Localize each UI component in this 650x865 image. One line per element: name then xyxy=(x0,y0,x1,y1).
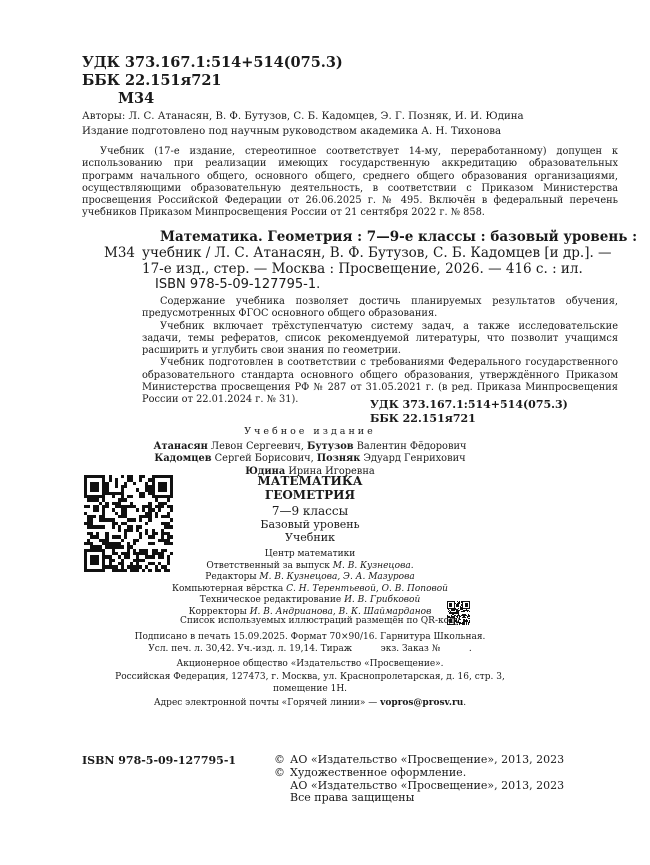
summary xyxy=(142,296,618,407)
biblio-line2: учебник / Л. С. Атанасян, В. Ф. Бутузов, С. Б. Кадомцев [и др.]. — xyxy=(142,245,612,261)
copyright-line: Художественное оформление. xyxy=(290,765,467,779)
copyright-icon: © xyxy=(274,753,285,766)
approval-paragraph xyxy=(82,146,618,220)
address xyxy=(110,672,510,695)
print-info xyxy=(110,632,510,655)
copyright-line: АО «Издательство «Просвещение», 2013, 2023 xyxy=(290,778,565,792)
udk-right: УДК 373.167.1:514+514(075.3) xyxy=(370,398,568,411)
author-sign: М34 xyxy=(118,90,155,107)
book-subtitle: ГЕОМЕТРИЯ xyxy=(264,487,356,502)
hotline: Адрес электронной почты «Горячей линии» — vopros@prosv.ru. xyxy=(153,698,467,708)
supervision-line: Издание подготовлено под научным руководством академика А. Н. Тихонова xyxy=(82,126,502,137)
address-line: Российская Федерация, 127473, г. Москва, ул. Краснопролетарская, д. 16, стр. 3, xyxy=(115,672,505,682)
credit-line: Центр математики xyxy=(264,549,356,559)
publisher: Акционерное общество «Издательство «Просвещение». xyxy=(176,659,444,669)
credits xyxy=(160,549,460,619)
summary-paragraph: Учебник включает трёхступенчатую систему задач, а также исследовательские задачи, темы рефератов, список рекомендуемой литературы, что позволит учащимся расширить и углубить свои знания по геометрии. xyxy=(142,320,618,357)
illustrations-note: Список используемых иллюстраций размещён по QR-коду xyxy=(180,616,460,626)
summary-paragraph: Учебник подготовлен в соответствии с требованиями Федерального государственного образовательного стандарта основного общего образования, утверждённого Приказом Министерства просвещения РФ № 287 от 31.05.2021 г. (в ред. Приказа Минпросвещения России от 22.01.2024 г. № 31). xyxy=(142,357,618,406)
biblio-code: М34 xyxy=(104,245,136,261)
hotline-email-link[interactable]: vopros@prosv.ru xyxy=(380,698,464,708)
credit-line: Техническое редактирование И. В. Грибковой xyxy=(199,595,421,606)
copyright-line: АО «Издательство «Просвещение», 2013, 2023 xyxy=(290,753,565,766)
copyright-block xyxy=(274,754,564,805)
bbk-code: ББК 22.151я721 xyxy=(82,72,222,89)
biblio-line3: 17-е изд., стер. — Москва : Просвещение, 2026. — 416 с. : ил. xyxy=(142,261,583,277)
author-name-line: Атанасян Левон Сергеевич, Бутузов Валентин Фёдорович xyxy=(153,441,467,452)
credit-line: Компьютерная вёрстка С. Н. Терентьевой, О. В. Поповой xyxy=(172,583,448,594)
authors-line: Авторы: Л. С. Атанасян, В. Ф. Бутузов, С. Б. Кадомцев, Э. Г. Позняк, И. И. Юдина xyxy=(82,111,524,122)
biblio-isbn: ISBN 978-5-09-127795-1. xyxy=(155,277,321,292)
author-name-line: Кадомцев Сергей Борисович, Позняк Эдуард Генрихович xyxy=(154,453,466,465)
book-title: МАТЕМАТИКА xyxy=(257,474,363,488)
rights-reserved: Все права защищены xyxy=(290,791,415,805)
approval-text: Учебник (17-е издание, стереотипное соответствует 14-му, переработанному) допущен к использованию при реализации имеющих государственную аккредитацию образовательных программ начального общего, основного общего, среднего общего образования организациями, осуществляющими образовательную деятельность, в соответствии с Приказом Министерства просвещения Российской Федерации от 26.06.2025 г. № 495. Включён в федеральный перечень учебников Приказом Минпросвещения России от 21 сентября 2022 г. № 858. xyxy=(82,146,618,219)
udk-code: УДК 373.167.1:514+514(075.3) xyxy=(82,54,343,71)
book-kind: Учебник xyxy=(285,530,335,544)
print-info-line: Усл. печ. л. 30,42. Уч.-изд. л. 19,14. Тираж экз. Заказ № . xyxy=(148,643,472,654)
isbn-bottom: ISBN 978-5-09-127795-1 xyxy=(82,754,237,767)
summary-paragraph: Содержание учебника позволяет достичь планируемых результатов обучения, предусмотренных ФГОС основного общего образования. xyxy=(142,296,618,320)
bbk-right: ББК 22.151я721 xyxy=(370,412,476,425)
book-grades: 7—9 классы xyxy=(271,504,349,518)
copyright-icon: © xyxy=(274,765,285,779)
address-line: помещение 1Н. xyxy=(272,683,348,694)
book-level: Базовый уровень xyxy=(260,518,360,531)
edition-type: Учебное издание xyxy=(244,426,376,437)
biblio-title: Математика. Геометрия : 7—9-е классы : базовый уровень : xyxy=(160,229,638,245)
book-title-block xyxy=(160,475,460,544)
author-names xyxy=(110,441,510,478)
author-name-line: Юдина Ирина Игоревна xyxy=(245,465,375,477)
print-info-line: Подписано в печать 15.09.2025. Формат 70×90/16. Гарнитура Школьная. xyxy=(134,632,486,642)
credit-line: Корректоры И. В. Андрианова, В. К. Шаймарданов xyxy=(188,606,432,617)
credit-line: Редакторы М. В. Кузнецова, Э. А. Мазурова xyxy=(205,572,415,583)
credit-line: Ответственный за выпуск М. В. Кузнецова. xyxy=(206,560,414,571)
